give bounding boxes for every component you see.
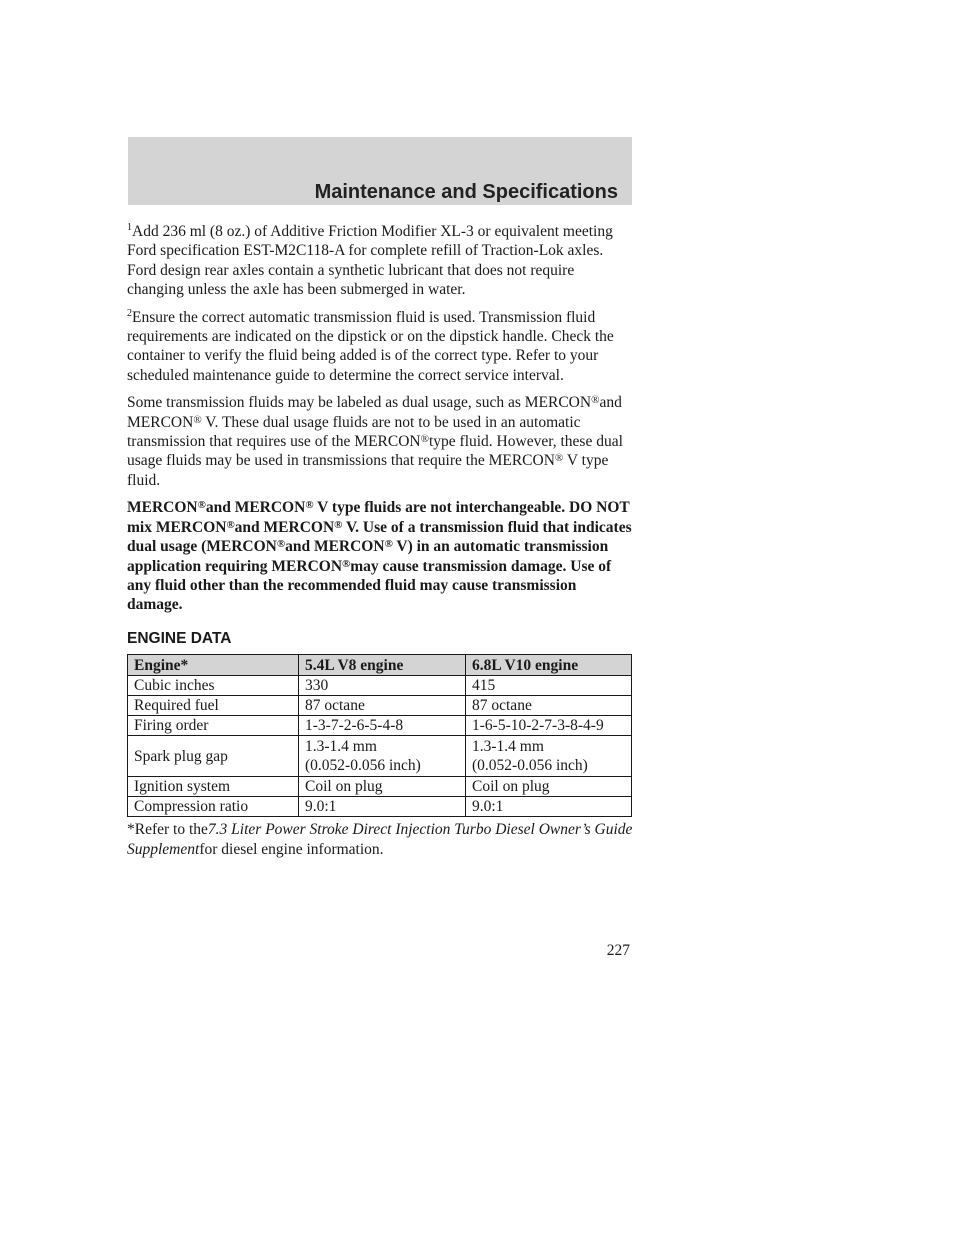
registered-mark: ® [384, 538, 393, 551]
table-row [128, 777, 632, 797]
row-label: Compression ratio [128, 797, 299, 817]
table-row [128, 797, 632, 817]
registered-mark: ® [420, 433, 429, 446]
v10-value: 87 octane [466, 696, 632, 716]
footnote-2 [127, 308, 633, 386]
v8-value: 1-3-7-2-6-5-4-8 [299, 716, 466, 736]
column-header-v10: 6.8L V10 engine [466, 655, 632, 676]
footnote-text: Add 236 ml (8 oz.) of Additive Friction Modifier XL-3 or equivalent meeting Ford specification EST-M2C118-A for complete refill of Traction-Lok axles. Ford design rear axles contain a synthetic lubricant that does not require changing unless the axle has been submerged in water. [127, 223, 613, 299]
row-label: Cubic inches [128, 676, 299, 696]
footnote-1 [127, 222, 633, 300]
footnote-mark: 2 [127, 307, 132, 319]
row-label: Firing order [128, 716, 299, 736]
page-content [127, 222, 633, 867]
row-label: Required fuel [128, 696, 299, 716]
registered-mark: ® [591, 394, 600, 407]
supplement-title: 7.3 Liter Power Stroke Direct Injection Turbo Diesel Owner’s Guide Supplement [127, 821, 633, 858]
footnote-mark: 1 [127, 222, 132, 233]
v8-value: Coil on plug [299, 777, 466, 797]
engine-data-table [127, 654, 632, 817]
v8-value: 9.0:1 [299, 797, 466, 817]
section-title: Maintenance and Specifications [314, 181, 618, 203]
page-number: 227 [606, 942, 630, 959]
v10-value: 9.0:1 [466, 797, 632, 817]
v10-value: 1-6-5-10-2-7-3-8-4-9 [466, 716, 632, 736]
v10-value: Coil on plug [466, 777, 632, 797]
v8-value: 330 [299, 676, 466, 696]
registered-mark: ® [554, 452, 564, 465]
v8-value: 87 octane [299, 696, 466, 716]
registered-mark: ® [193, 413, 202, 426]
v10-value: 1.3-1.4 mm (0.052-0.056 inch) [466, 736, 632, 777]
registered-mark: ® [334, 518, 343, 531]
table-header-row [128, 655, 632, 676]
registered-mark: ® [276, 538, 286, 551]
registered-mark: ® [305, 499, 314, 512]
row-label: Spark plug gap [128, 736, 299, 777]
section-header-band [128, 137, 632, 205]
engine-data-heading: ENGINE DATA [127, 629, 232, 647]
table-row [128, 676, 632, 696]
registered-mark: ® [342, 557, 351, 570]
column-header-engine: Engine* [128, 655, 299, 676]
table-row [128, 716, 632, 736]
table-row [128, 736, 632, 777]
v10-value: 415 [466, 676, 632, 696]
footnote-text: Ensure the correct automatic transmission fluid is used. Transmission fluid requirements are indicated on the dipstick or on the dipstick handle. Check the container to verify the fluid being added is of the correct type. Refer to your scheduled maintenance guide to determine the correct service interval. [127, 308, 614, 384]
column-header-v8: 5.4L V8 engine [299, 655, 466, 676]
row-label: Ignition system [128, 777, 299, 797]
registered-mark: ® [226, 518, 235, 531]
v8-value: 1.3-1.4 mm (0.052-0.056 inch) [299, 736, 466, 777]
dual-usage-paragraph: Some transmission fluids may be labeled as dual usage, such as MERCON®and MERCON® V. These dual usage fluids are not to be used in an automatic transmission that requires use of the MERCON®type fluid. However, these dual usage fluids may be used in transmissions that require the MERCON® V type fluid. [127, 394, 623, 489]
fluid-warning-paragraph: MERCON®and MERCON® V type fluids are not interchangeable. DO NOT mix MERCON®and MERCON® V. Use of a transmission fluid that indicates dual usage (MERCON®and MERCON® V) in an automatic transmission application requiring MERCON®may cause transmission damage. Use of any fluid other than the recommended fluid may cause transmission damage. [127, 499, 632, 614]
diesel-note: *Refer to the7.3 Liter Power Stroke Direct Injection Turbo Diesel Owner’s Guide Supplementfor diesel engine information. [127, 821, 633, 858]
table-row [128, 696, 632, 716]
registered-mark: ® [197, 499, 206, 512]
